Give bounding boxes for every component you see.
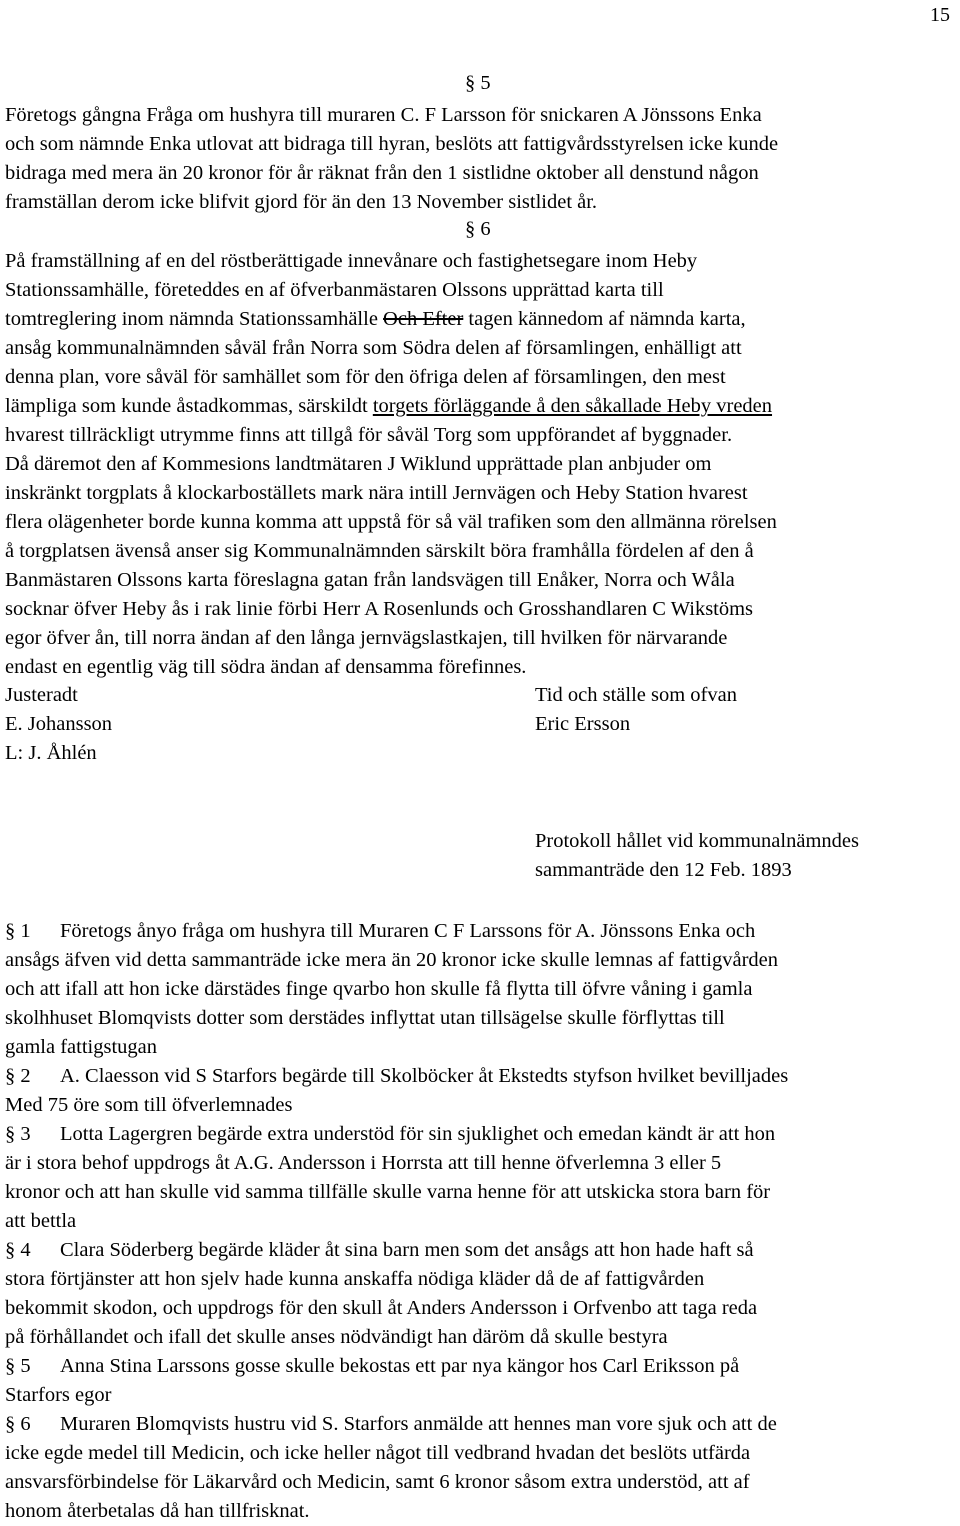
section-6-heading: § 6: [465, 218, 491, 240]
item-1-first-line: [5, 917, 755, 946]
item-line: och att ifall att hon icke därstädes finge qvarbo hon skulle få flytta till öfvre våning i gamla: [5, 978, 753, 1000]
section-5-heading: § 5: [465, 72, 491, 94]
item-line: honom återbetalas då han tillfrisknat.: [5, 1500, 310, 1522]
justeradt-label: Justeradt: [5, 684, 78, 706]
protocol-title: Protokoll hållet vid kommunalnämndes: [535, 830, 859, 852]
section-5-line: Företogs gångna Fråga om hushyra till muraren C. F Larsson för snickaren A Jönssons Enka: [5, 104, 762, 126]
item-4-first-line: [5, 1236, 754, 1265]
section-6-text: lämpliga som kunde åstadkommas, särskildt: [5, 395, 373, 417]
item-text: Lotta Lagergren begärde extra understöd för sin sjuklighet och emedan kändt är att hon: [60, 1123, 776, 1145]
item-line: stora förtjänster att hon sjelv hade kunna anskaffa nödiga kläder då de af fattigvården: [5, 1268, 705, 1290]
section-6-line: egor öfver ån, till norra ändan af den långa jernvägslastkajen, till hvilken för närvarande: [5, 627, 728, 649]
item-3-first-line: [5, 1120, 775, 1149]
item-line: icke egde medel till Medicin, och icke heller något till vedbrand hvadan det beslöts utfärda: [5, 1442, 751, 1464]
item-text: Clara Söderberg begärde kläder åt sina barn men som det ansågs att hon hade haft så: [60, 1239, 754, 1261]
item-line: på förhållandet och ifall det skulle anses nödvändigt han däröm då skulle bestyra: [5, 1326, 668, 1348]
item-line: Starfors egor: [5, 1384, 112, 1406]
item-2-first-line: [5, 1062, 788, 1091]
item-line: gamla fattigstugan: [5, 1036, 157, 1058]
section-6-text: tomtreglering inom nämnda Stationssamhälle: [5, 308, 384, 330]
item-6-first-line: [5, 1410, 777, 1439]
signature-eric-ersson: Eric Ersson: [535, 713, 631, 735]
section-5-line: och som nämnde Enka utlovat att bidraga till hyran, beslöts att fattigvårdsstyrelsen icke kunde: [5, 133, 779, 155]
protocol-date: sammanträde den 12 Feb. 1893: [535, 859, 792, 881]
item-line: är i stora behof uppdrogs åt A.G. Andersson i Horrsta att till henne öfverlemna 3 eller 5: [5, 1152, 722, 1174]
section-6-line: Stationssamhälle, företeddes en af öfverbanmästaren Olssons upprättad karta till: [5, 279, 664, 301]
section-6-line: å torgplatsen ävenså anser sig Kommunalnämnden särskilt böra framhålla fördelen af den å: [5, 540, 754, 562]
item-line: kronor och att han skulle vid samma tillfälle skulle varna henne för att utskicka stora barn för: [5, 1181, 771, 1203]
section-6-line: flera olägenheter borde kunna komma att uppstå för så väl trafiken som den allmänna rörelsen: [5, 511, 777, 533]
section-6-line: inskränkt torgplats å klockarboställets mark nära intill Jernvägen och Heby Station hvarest: [5, 482, 748, 504]
underlined-text: torgets förläggande å den såkallade Heby vreden: [372, 395, 773, 417]
item-number: § 3: [5, 1123, 31, 1145]
section-5-line: bidraga med mera än 20 kronor för år räknat från den 1 sistlidne oktober all denstund någon: [5, 162, 759, 184]
item-number: § 4: [5, 1239, 31, 1261]
time-place-label: Tid och ställe som ofvan: [535, 684, 737, 706]
item-line: Med 75 öre som till öfverlemnades: [5, 1094, 293, 1116]
signature-j-ahlen: L: J. Åhlén: [5, 742, 97, 764]
item-text: Anna Stina Larssons gosse skulle bekostas ett par nya kängor hos Carl Eriksson på: [60, 1355, 740, 1377]
section-6-text: tagen kännedom af nämnda karta,: [463, 308, 746, 330]
section-6-line: ansåg kommunalnämnden såväl från Norra som Södra delen af församlingen, enhälligt att: [5, 337, 742, 359]
item-text: Företogs ånyo fråga om hushyra till Muraren C F Larssons för A. Jönssons Enka och: [60, 920, 756, 942]
section-6-line: [5, 305, 746, 334]
section-6-line: [5, 392, 772, 421]
item-line: att bettla: [5, 1210, 77, 1232]
item-text: Muraren Blomqvists hustru vid S. Starfors anmälde att hennes man vore sjuk och att de: [60, 1413, 777, 1435]
section-6-line: denna plan, vore såväl för samhället som för den öfriga delen af församlingen, den mest: [5, 366, 726, 388]
page-number: 15: [930, 4, 950, 26]
item-number: § 5: [5, 1355, 31, 1377]
section-6-line: På framställning af en del röstberättigade innevånare och fastighetsegare inom Heby: [5, 250, 698, 272]
section-6-line: hvarest tillräckligt utrymme finns att tillgå för såväl Torg som uppförandet af byggnader.: [5, 424, 733, 446]
item-number: § 1: [5, 920, 31, 942]
item-line: skolhhuset Blomqvists dotter som derstädes inflyttat utan tillsägelse skulle förflyttas till: [5, 1007, 725, 1029]
item-number: § 6: [5, 1413, 31, 1435]
section-6-line: Då däremot den af Kommesions landtmätaren J Wiklund upprättade plan anbjuder om: [5, 453, 712, 475]
section-6-line: socknar öfver Heby ås i rak linie förbi Herr A Rosenlunds och Grosshandlaren C Wikstöms: [5, 598, 754, 620]
item-line: bekommit skodon, och uppdrogs för den skull åt Anders Andersson i Orfvenbo att taga reda: [5, 1297, 758, 1319]
section-6-line: endast en egentlig väg till södra ändan af densamma förefinnes.: [5, 656, 527, 678]
item-text: A. Claesson vid S Starfors begärde till Skolböcker åt Ekstedts styfson hvilket bevilljades: [60, 1065, 789, 1087]
struck-text: Och Efter: [383, 308, 464, 330]
item-line: ansågs äfven vid detta sammanträde icke mera än 20 kronor icke skulle lemnas af fattigvården: [5, 949, 779, 971]
item-number: § 2: [5, 1065, 31, 1087]
item-line: ansvarsförbindelse för Läkarvård och Medicin, samt 6 kronor såsom extra understöd, att af: [5, 1471, 750, 1493]
section-5-line: framställan derom icke blifvit gjord för än den 13 November sistlidet år.: [5, 191, 598, 213]
signature-e-johansson: E. Johansson: [5, 713, 113, 735]
section-6-line: Banmästaren Olssons karta föreslagna gatan från landsvägen till Enåker, Norra och Wåla: [5, 569, 735, 591]
item-5-first-line: [5, 1352, 739, 1381]
